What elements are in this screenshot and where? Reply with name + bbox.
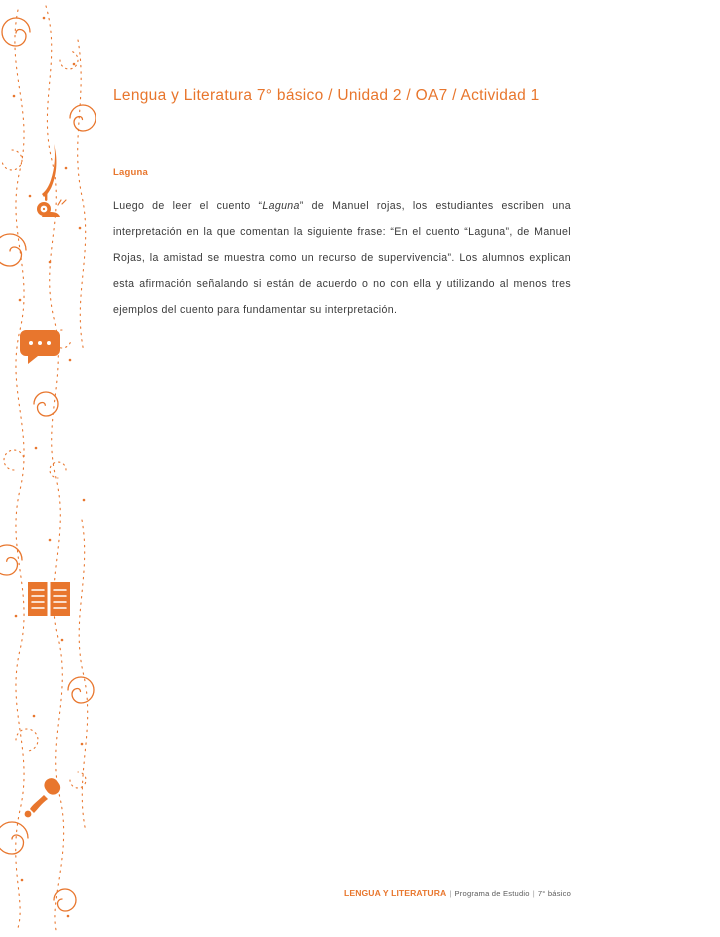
footer-level: 7° básico [537,889,571,898]
activity-paragraph [113,194,571,324]
document-content [113,0,571,335]
microphone-icon [25,775,63,817]
section-label: Laguna [113,167,148,179]
footer-program: Programa de Estudio [454,889,530,898]
footer-separator-1: | [449,889,452,898]
footer-brand: LENGUA Y LITERATURA [344,888,447,898]
snail-icon [37,200,66,217]
page-title: Lengua y Literatura 7° básico / Unidad 2 / OA7 / Actividad 1 [113,87,540,104]
speech-bubble-icon [20,330,60,364]
footer-separator-2: | [532,889,535,898]
open-book-icon [28,580,70,618]
story-title-emphasis: Laguna [262,200,300,213]
left-margin-decoration [0,0,96,932]
feather-icon [42,144,56,201]
paragraph-part-1: Luego de leer el cuento “ [113,200,263,213]
paragraph-part-2: ” de Manuel rojas, los estudiantes escriben una interpretación en la que comentan la siguiente frase: “En el cuento “Laguna”, de Manuel Rojas, la amistad se muestra como un recurso de supervivencia”. Los alumnos explican esta afirmación señalando si están de acuerdo o no con ella y utilizando al menos tres ejemplos del cuento para fundamentar su interpretación. [113,200,571,316]
page-footer [113,888,571,898]
